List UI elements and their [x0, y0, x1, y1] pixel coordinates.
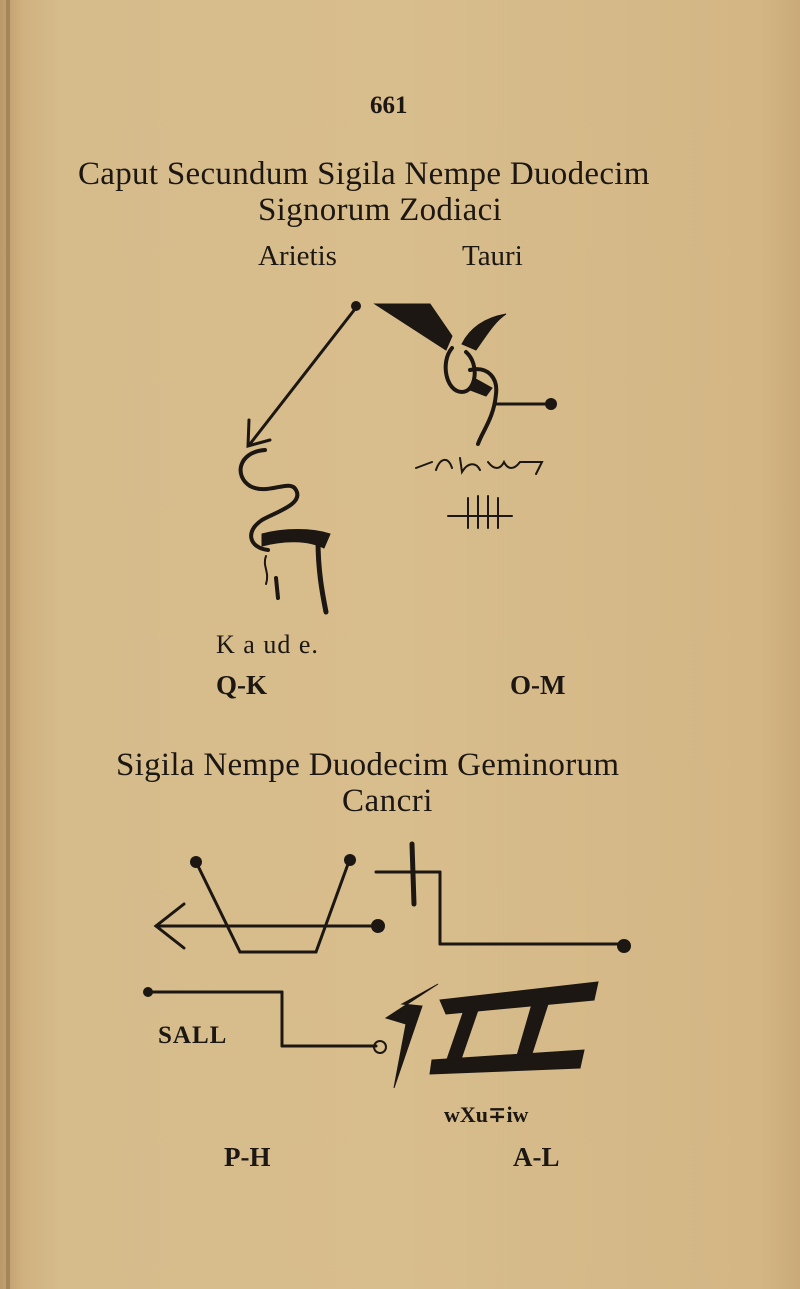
taurus-code: O-M [510, 670, 566, 700]
sigil-word-sall: SALL [158, 1022, 228, 1049]
gemini-code: P-H [224, 1142, 271, 1172]
section-heading-line1: Sigila Nempe Duodecim Geminorum [116, 747, 620, 783]
page-number: 661 [370, 92, 408, 119]
cancer-code: A-L [513, 1142, 560, 1172]
section-heading-line2: Cancri [342, 783, 433, 819]
sign-label-tauri: Tauri [462, 240, 523, 272]
aries-code: Q-K [216, 670, 267, 700]
chapter-heading-line1: Caput Secundum Sigila Nempe Duodecim [78, 156, 650, 192]
sigil-word-cancri: wXu∓iw [444, 1102, 529, 1127]
chapter-heading-line2: Signorum Zodiaci [258, 192, 503, 228]
sign-label-arietis: Arietis [258, 240, 337, 272]
aries-sigil-caption: K a ud e. [216, 630, 319, 659]
